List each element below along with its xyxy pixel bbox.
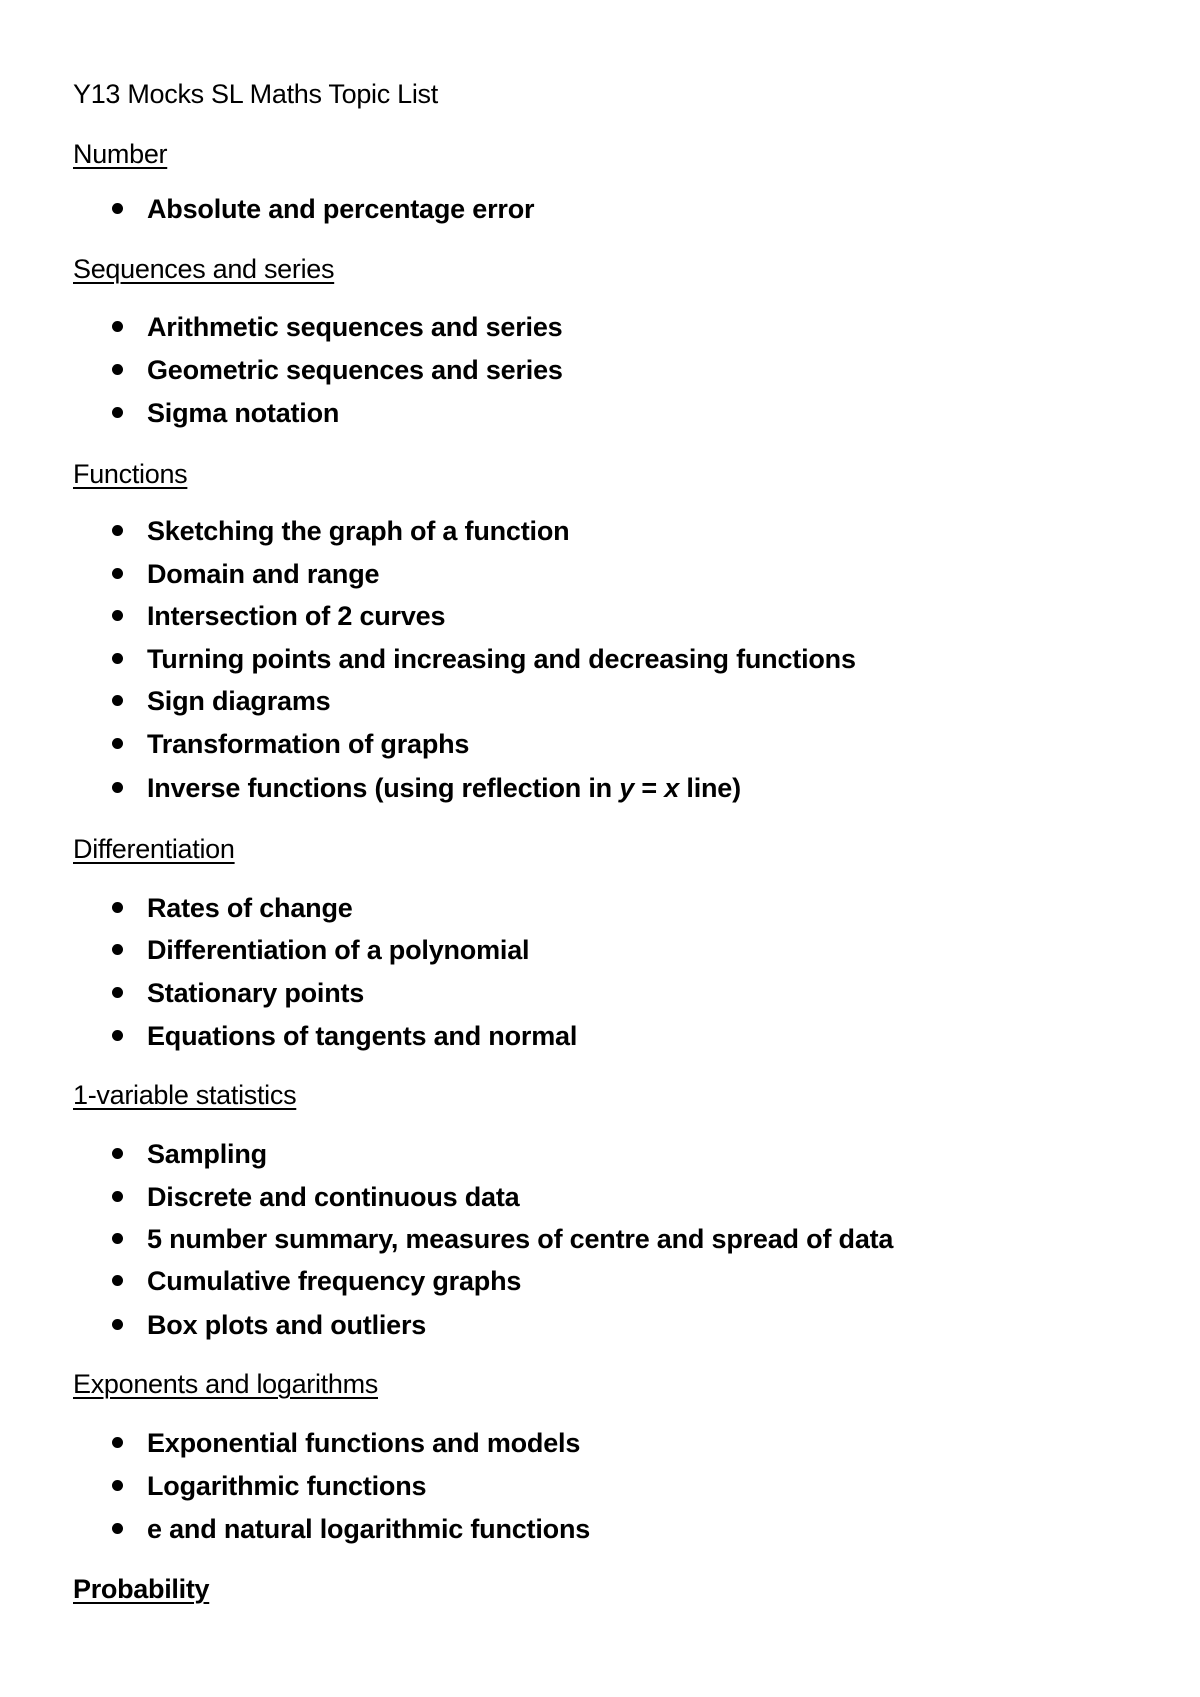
list-item: Transformation of graphs (108, 726, 469, 762)
bullet-icon (112, 525, 123, 536)
list-item: Box plots and outliers (108, 1307, 426, 1343)
bullet-icon (112, 364, 123, 375)
bullet-icon (112, 944, 123, 955)
section-heading-statistics: 1-variable statistics (73, 1080, 297, 1110)
bullet-icon (112, 653, 123, 664)
list-item: Differentiation of a polynomial (108, 932, 529, 968)
bullet-icon (112, 1523, 123, 1534)
list-item: Exponential functions and models (108, 1425, 580, 1461)
bullet-icon (112, 738, 123, 749)
bullet-icon (112, 902, 123, 913)
list-item: Domain and range (108, 556, 379, 592)
section-heading-number: Number (73, 139, 168, 169)
bullet-icon (112, 1319, 123, 1330)
list-item: Equations of tangents and normal (108, 1018, 577, 1054)
list-item: Sign diagrams (108, 683, 330, 719)
bullet-icon (112, 407, 123, 418)
list-item: Rates of change (108, 890, 353, 926)
bullet-icon (112, 610, 123, 621)
bullet-icon (112, 1030, 123, 1041)
bullet-icon (112, 1480, 123, 1491)
section-heading-probability: Probability (73, 1574, 210, 1604)
section-heading-differentiation: Differentiation (73, 834, 235, 864)
bullet-icon (112, 1437, 123, 1448)
list-item: e and natural logarithmic functions (108, 1511, 590, 1547)
bullet-icon (112, 568, 123, 579)
bullet-icon (112, 1148, 123, 1159)
list-item: Sampling (108, 1136, 267, 1172)
list-item: Arithmetic sequences and series (108, 309, 562, 345)
bullet-icon (112, 782, 123, 793)
list-item: Absolute and percentage error (108, 191, 534, 227)
document-title: Y13 Mocks SL Maths Topic List (73, 79, 438, 109)
bullet-icon (112, 1233, 123, 1244)
list-item: Intersection of 2 curves (108, 598, 445, 634)
bullet-icon (112, 1275, 123, 1286)
bullet-icon (112, 1191, 123, 1202)
bullet-icon (112, 987, 123, 998)
list-item: Discrete and continuous data (108, 1179, 519, 1215)
list-item: Turning points and increasing and decreasing functions (108, 641, 856, 677)
list-item: Sketching the graph of a function (108, 513, 569, 549)
bullet-icon (112, 203, 123, 214)
section-heading-sequences: Sequences and series (73, 254, 335, 284)
list-item-inverse-functions: Inverse functions (using reflection in y = x line) (108, 770, 741, 806)
section-heading-functions: Functions (73, 459, 188, 489)
bullet-icon (112, 321, 123, 332)
list-item: Geometric sequences and series (108, 352, 563, 388)
list-item: Logarithmic functions (108, 1468, 426, 1504)
list-item: Sigma notation (108, 395, 339, 431)
section-heading-exponents: Exponents and logarithms (73, 1369, 378, 1399)
list-item: Stationary points (108, 975, 364, 1011)
list-item: Cumulative frequency graphs (108, 1263, 521, 1299)
bullet-icon (112, 695, 123, 706)
list-item: 5 number summary, measures of centre and spread of data (108, 1221, 893, 1257)
